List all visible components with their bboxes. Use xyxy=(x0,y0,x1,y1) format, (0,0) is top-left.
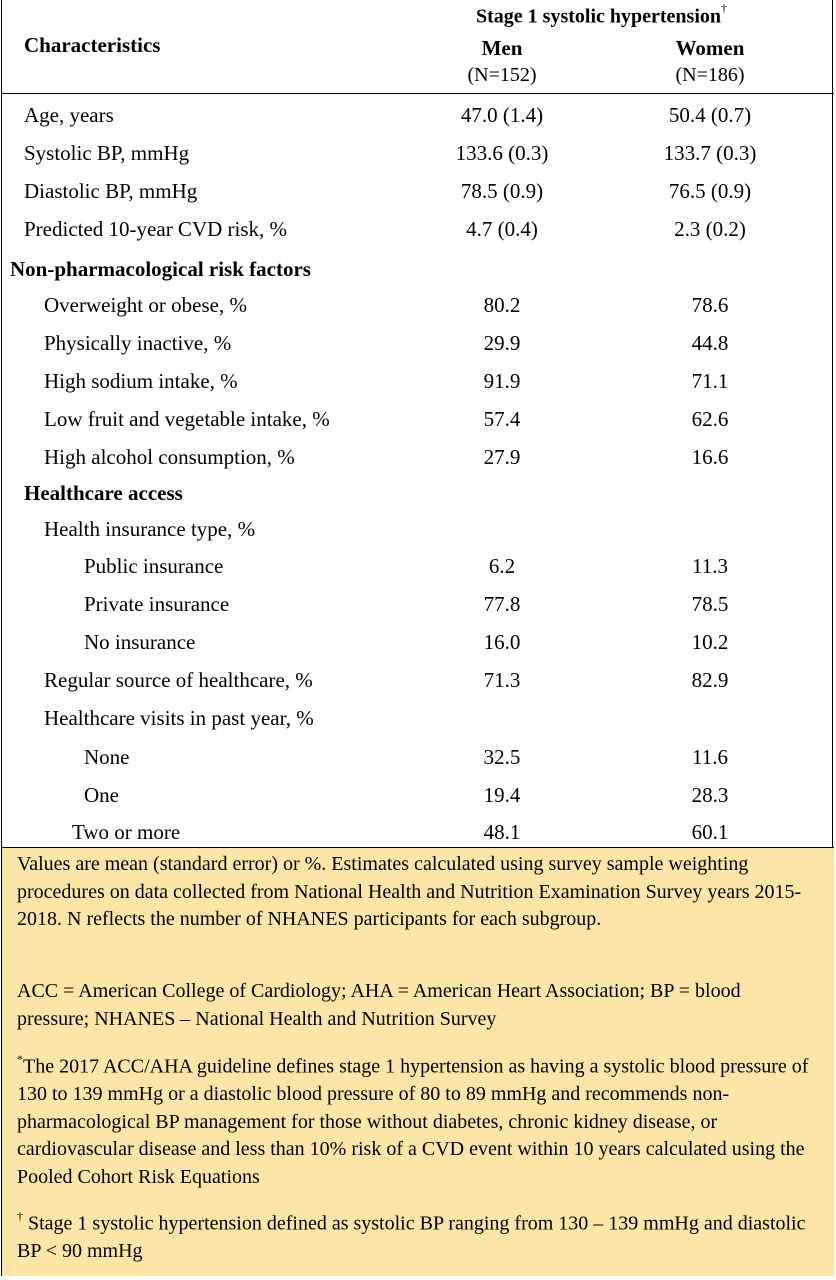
note-abbreviations: ACC = American College of Cardiology; AHA = American Heart Association; BP = blood pressure; NHANES – National Health and Nutrition Survey xyxy=(17,980,741,1030)
table-row xyxy=(2,438,834,476)
women-value: 82.9 xyxy=(691,668,729,692)
table-row xyxy=(2,324,834,362)
table-row xyxy=(2,362,834,400)
men-value: 16.0 xyxy=(483,630,521,654)
asterisk-mark: * xyxy=(17,1052,23,1066)
table-row xyxy=(2,813,834,851)
table-row xyxy=(2,623,834,661)
table-row xyxy=(2,738,834,776)
women-value: 76.5 (0.9) xyxy=(668,179,752,203)
note-definition xyxy=(17,1205,817,1266)
table-row xyxy=(2,172,834,210)
women-value: 11.3 xyxy=(692,554,728,578)
table-row xyxy=(2,699,834,737)
row-label: Diastolic BP, mmHg xyxy=(24,179,198,203)
women-value: 78.6 xyxy=(691,293,729,317)
table-body xyxy=(2,0,834,850)
row-label: Health insurance type, % xyxy=(44,517,256,541)
women-value: 50.4 (0.7) xyxy=(668,103,752,127)
men-value: 71.3 xyxy=(483,668,521,692)
table-row xyxy=(2,585,834,623)
group-header-text: Stage 1 systolic hypertension xyxy=(476,5,721,28)
row-label: None xyxy=(84,745,130,769)
women-value: 10.2 xyxy=(691,630,729,654)
row-label: Public insurance xyxy=(84,554,224,578)
row-label: Systolic BP, mmHg xyxy=(24,141,190,165)
table-frame xyxy=(1,0,833,1276)
men-column-header: Men xyxy=(481,36,523,60)
men-value: 29.9 xyxy=(483,331,521,355)
table-row xyxy=(2,510,834,548)
men-value: 4.7 (0.4) xyxy=(466,217,538,241)
row-label: Age, years xyxy=(24,103,114,127)
men-value: 6.2 xyxy=(488,554,516,578)
dagger-mark: † xyxy=(721,1,727,15)
row-label: Physically inactive, % xyxy=(44,331,232,355)
men-value: 19.4 xyxy=(483,783,521,807)
table-row xyxy=(2,661,834,699)
row-label: Healthcare visits in past year, % xyxy=(44,706,314,730)
table-notes xyxy=(2,847,834,1276)
women-value: 16.6 xyxy=(691,445,729,469)
table-row xyxy=(2,250,834,288)
note-definition-text: Stage 1 systolic hypertension defined as systolic BP ranging from 130 – 139 mmHg and diastolic BP < 90 mmHg xyxy=(17,1212,806,1263)
men-value: 27.9 xyxy=(483,445,521,469)
women-value: 71.1 xyxy=(691,369,729,393)
dagger-mark: † xyxy=(17,1209,23,1223)
row-label: One xyxy=(84,783,119,807)
table-row xyxy=(2,210,834,248)
men-value: 32.5 xyxy=(483,745,521,769)
men-value: 57.4 xyxy=(483,407,521,431)
row-label: Overweight or obese, % xyxy=(44,293,247,317)
table-row xyxy=(2,547,834,585)
table-row xyxy=(2,286,834,324)
women-value: 62.6 xyxy=(691,407,729,431)
note-guideline xyxy=(17,1048,817,1191)
men-value: 48.1 xyxy=(483,820,521,844)
row-label: Low fruit and vegetable intake, % xyxy=(44,407,330,431)
table-row xyxy=(2,474,834,512)
note-values: Values are mean (standard error) or %. Estimates calculated using survey sample weighting procedures on data collected from National Health and Nutrition Examination Survey years 2015-2018. N reflects the number of NHANES participants for each subgroup. xyxy=(17,853,802,930)
women-n: (N=186) xyxy=(675,64,745,86)
women-value: 28.3 xyxy=(691,783,729,807)
women-value: 78.5 xyxy=(691,592,729,616)
women-value: 60.1 xyxy=(691,820,729,844)
section-heading: Healthcare access xyxy=(24,481,183,505)
section-heading: Non-pharmacological risk factors xyxy=(10,257,311,281)
men-value: 80.2 xyxy=(483,293,521,317)
women-value: 44.8 xyxy=(691,331,729,355)
men-n: (N=152) xyxy=(467,64,537,86)
women-value: 2.3 (0.2) xyxy=(674,217,746,241)
row-label: Predicted 10-year CVD risk, % xyxy=(24,217,288,241)
men-value: 77.8 xyxy=(483,592,521,616)
row-label: High alcohol consumption, % xyxy=(44,445,295,469)
men-value: 133.6 (0.3) xyxy=(455,141,549,165)
row-label: High sodium intake, % xyxy=(44,369,238,393)
women-value: 133.7 (0.3) xyxy=(663,141,757,165)
table-row xyxy=(2,400,834,438)
men-value: 91.9 xyxy=(483,369,521,393)
men-value: 78.5 (0.9) xyxy=(460,179,544,203)
row-label: Private insurance xyxy=(84,592,230,616)
table-row xyxy=(2,96,834,134)
table-row xyxy=(2,776,834,814)
row-label: No insurance xyxy=(84,630,196,654)
men-value: 47.0 (1.4) xyxy=(460,103,544,127)
row-label: Two or more xyxy=(72,820,181,844)
note-guideline-text: The 2017 ACC/AHA guideline defines stage 1 hypertension as having a systolic blood pressure of 130 to 139 mmHg or a diastolic blood pressure of 80 to 89 mmHg and recommends non-pharmacological BP management for those without diabetes, chronic kidney disease, or cardiovascular disease and less than 10% risk of a CVD event within 10 years calculated using the Pooled Cohort Risk Equations xyxy=(17,1055,809,1188)
row-label: Regular source of healthcare, % xyxy=(44,668,313,692)
women-column-header: Women xyxy=(675,36,745,60)
table-row xyxy=(2,134,834,172)
characteristics-header: Characteristics xyxy=(24,33,161,57)
women-value: 11.6 xyxy=(692,745,728,769)
